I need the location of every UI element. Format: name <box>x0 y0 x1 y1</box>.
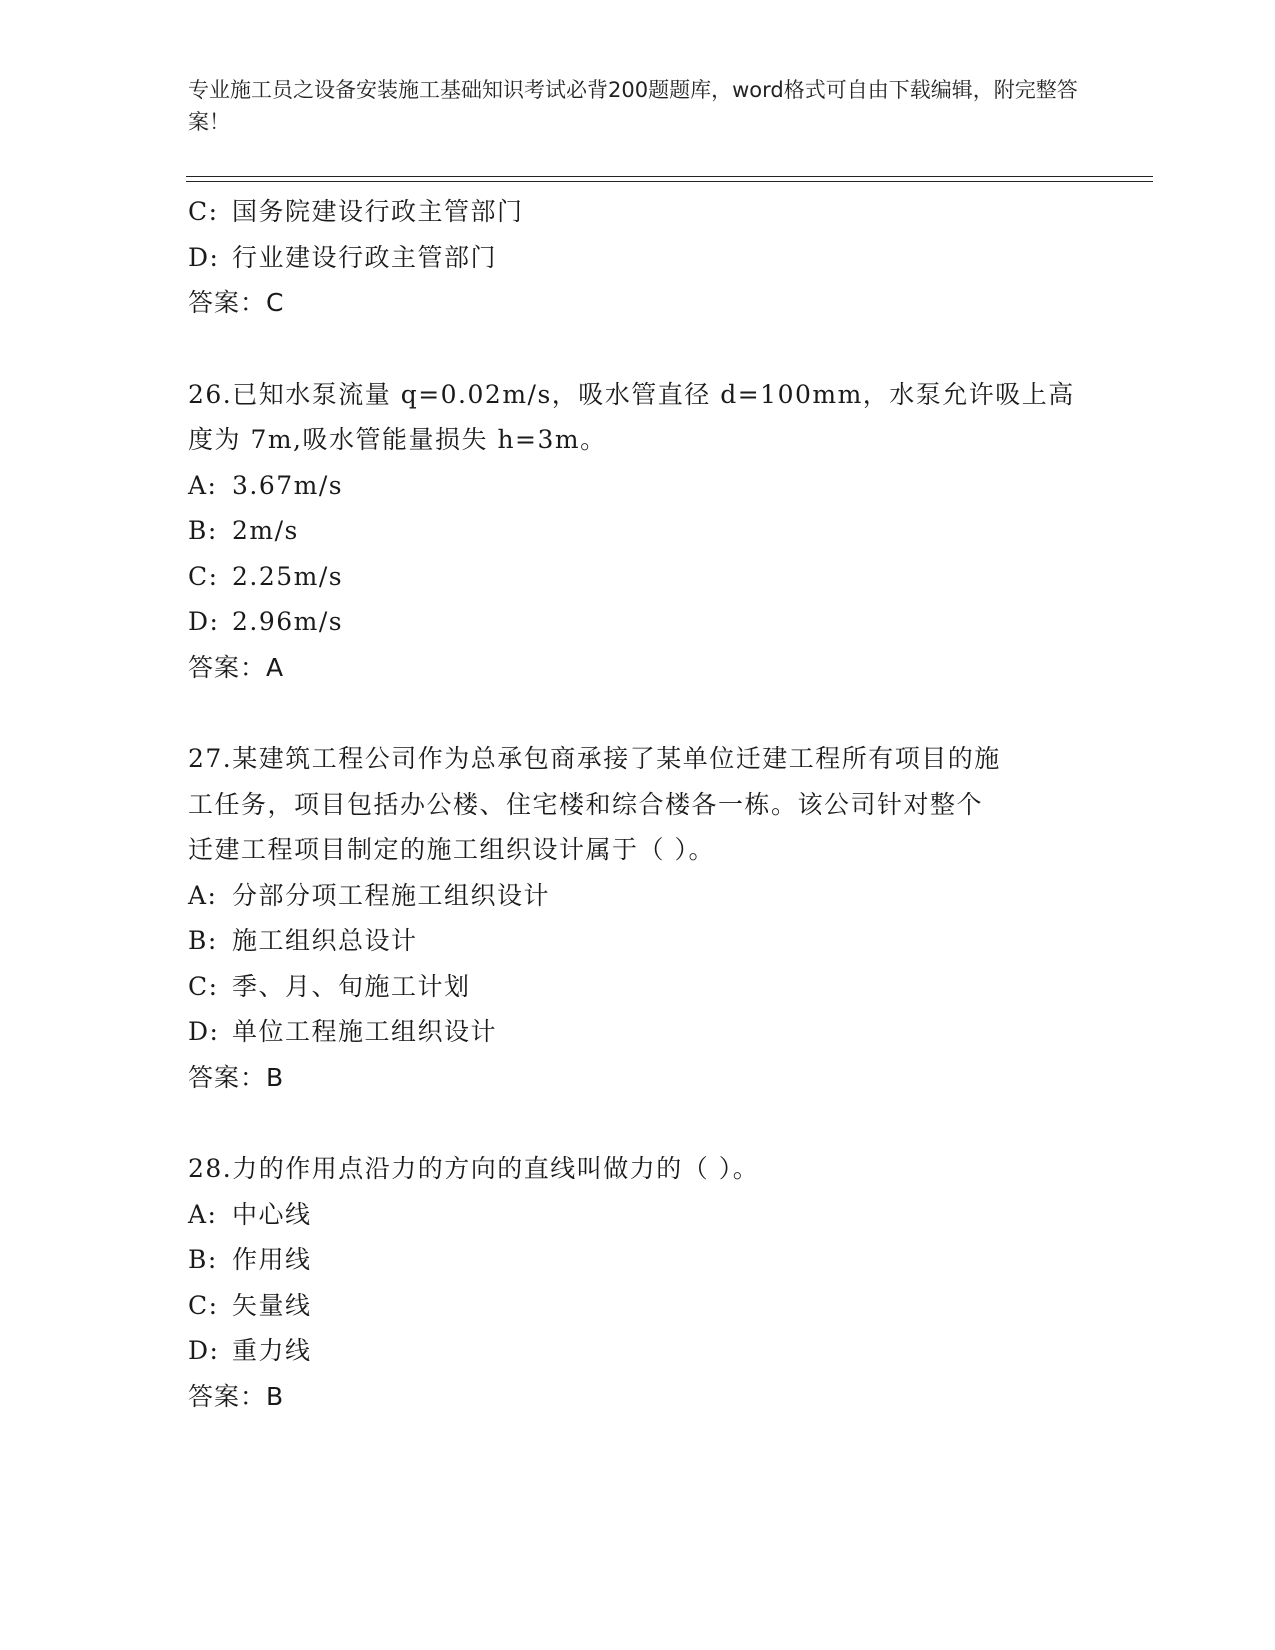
option-letter: D: <box>188 607 220 636</box>
option-text: 2.96m/s <box>232 607 344 636</box>
option-letter: D: <box>188 1336 220 1365</box>
option-text: 中心线 <box>232 1199 312 1229</box>
option-line <box>188 235 1088 281</box>
question-stem-line: 工任务，项目包括办公楼、住宅楼和综合楼各一栋。该公司针对整个 <box>188 789 984 819</box>
answer-label: 答案： <box>188 288 267 317</box>
option-letter: D: <box>188 242 220 272</box>
option-letter: B: <box>188 516 218 545</box>
option-letter: B: <box>188 926 218 955</box>
option-line <box>188 1328 1088 1374</box>
answer-line <box>188 645 1088 691</box>
option-letter: C: <box>188 971 219 1001</box>
option-line <box>188 873 1088 919</box>
option-text: 施工组织总设计 <box>232 926 418 955</box>
option-text: 国务院建设行政主管部门 <box>232 197 524 226</box>
option-letter: C: <box>188 197 219 226</box>
option-letter: A: <box>188 470 218 500</box>
option-line <box>188 189 1088 235</box>
question-block <box>188 372 1088 691</box>
option-text: 2m/s <box>232 516 299 545</box>
question-stem-line: 迁建工程项目制定的施工组织设计属于（ ）。 <box>188 835 715 864</box>
question-stem-line: 度为 7m,吸水管能量损失 h=3m。 <box>188 425 607 454</box>
answer-label: 答案： <box>188 1381 267 1411</box>
document-header: 专业施工员之设备安装施工基础知识考试必背200题题库，word格式可自由下载编辑，附完整答案！ <box>188 78 1078 134</box>
option-text: 矢量线 <box>232 1290 312 1320</box>
question-block <box>188 736 1088 1100</box>
header-divider-top <box>186 176 1153 177</box>
answer-line <box>188 280 1088 326</box>
option-letter: A: <box>188 880 218 910</box>
option-line <box>188 1283 1088 1329</box>
option-line <box>188 599 1088 645</box>
answer-value: B <box>266 1381 285 1411</box>
option-letter: A: <box>188 1199 218 1229</box>
option-letter: C: <box>188 561 219 591</box>
option-line <box>188 554 1088 600</box>
option-line <box>188 1192 1088 1238</box>
option-text: 2.25m/s <box>232 561 344 591</box>
option-line <box>188 1237 1088 1283</box>
question-block <box>188 189 1088 326</box>
answer-line <box>188 1374 1088 1420</box>
answer-label: 答案： <box>188 1062 267 1092</box>
option-line <box>188 463 1088 509</box>
question-block <box>188 1146 1088 1419</box>
header-divider-bottom <box>186 181 1153 182</box>
option-text: 季、月、旬施工计划 <box>232 971 471 1001</box>
option-letter: C: <box>188 1290 219 1320</box>
option-text: 3.67m/s <box>232 470 344 500</box>
answer-value: C <box>266 288 285 317</box>
option-text: 重力线 <box>232 1336 312 1365</box>
answer-label: 答案： <box>188 652 267 682</box>
option-text: 行业建设行政主管部门 <box>232 242 498 272</box>
option-letter: D: <box>188 1017 220 1046</box>
option-letter: B: <box>188 1245 218 1274</box>
answer-value: B <box>266 1062 285 1092</box>
option-line <box>188 918 1088 964</box>
question-stem-line: 28.力的作用点沿力的方向的直线叫做力的（ ）。 <box>188 1154 760 1183</box>
answer-line <box>188 1055 1088 1101</box>
option-text: 分部分项工程施工组织设计 <box>232 880 551 910</box>
option-line <box>188 508 1088 554</box>
option-line <box>188 964 1088 1010</box>
question-list <box>188 189 1088 1419</box>
answer-value: A <box>266 652 285 682</box>
option-text: 单位工程施工组织设计 <box>232 1017 498 1046</box>
question-stem-line: 27.某建筑工程公司作为总承包商承接了某单位迁建工程所有项目的施 <box>188 744 1001 773</box>
question-stem-line: 26.已知水泵流量 q=0.02m/s，吸水管直径 d=100mm，水泵允许吸上高 <box>188 379 1075 409</box>
option-line <box>188 1009 1088 1055</box>
option-text: 作用线 <box>232 1245 312 1274</box>
